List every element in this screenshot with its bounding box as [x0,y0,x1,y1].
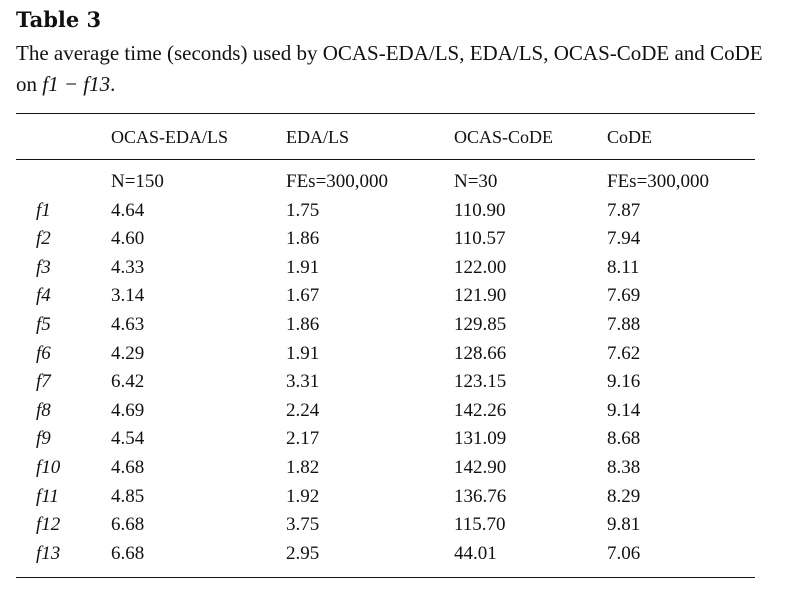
table-cell: 1.91 [286,256,320,278]
table-cell: 142.90 [454,457,507,478]
table-cell: 3.75 [286,514,320,536]
row-label: f5 [36,314,51,335]
table-cell: 4.54 [111,428,145,450]
table-cell: 7.88 [607,314,641,335]
table-cell: 4.63 [111,314,145,335]
table-cell: 1.92 [286,485,320,507]
table-cell: 8.11 [607,256,640,278]
table-cell: 1.86 [286,228,320,250]
table-cell: 136.76 [454,485,507,507]
table-cell: 3.14 [111,285,145,307]
table-cell: 4.85 [111,485,145,507]
table-row [16,284,755,313]
table-bottom-rule [16,577,755,578]
table-cell: 4.69 [111,399,145,421]
table-label: Table 3 [16,7,102,32]
table-cell: 1.86 [286,314,320,335]
table-header-row [16,125,755,149]
table-cell: 4.33 [111,256,145,278]
table-cell: 4.29 [111,342,145,364]
table-cell: 6.68 [111,542,145,564]
table-caption [16,38,776,100]
row-label: f1 [36,199,51,221]
settings-row [16,170,755,199]
row-label: f12 [36,514,61,536]
caption-end: . [110,72,116,96]
table-cell: 9.16 [607,371,641,393]
row-label: f9 [36,428,51,450]
table-header-rule [16,159,755,160]
table-row [16,370,755,399]
table-cell: 8.38 [607,457,641,478]
row-label: f6 [36,342,51,364]
row-label: f8 [36,399,51,421]
table-cell: 7.62 [607,342,641,364]
table-cell: 7.87 [607,199,641,221]
column-header: CoDE [607,127,652,147]
table-cell: 131.09 [454,428,507,450]
table-row [16,485,755,514]
table-row [16,256,755,285]
table-row [16,313,755,342]
table-cell: FEs=300,000 [286,171,389,192]
table-cell: 142.26 [454,399,507,421]
table-cell: 7.94 [607,228,641,250]
table-cell: 4.68 [111,457,145,478]
table-cell: 8.29 [607,485,641,507]
column-header: OCAS-CoDE [454,127,554,147]
table-row [16,199,755,228]
table-row [16,227,755,256]
table-cell: 9.14 [607,399,641,421]
table-cell: 9.81 [607,514,641,536]
column-header: EDA/LS [286,127,349,147]
caption-math: f1 − f13 [42,72,111,96]
table-row [16,342,755,371]
table-row [16,427,755,456]
table-cell: 110.57 [454,228,506,250]
table-cell: 44.01 [454,542,497,564]
table-cell: 8.68 [607,428,641,450]
table-cell: 4.60 [111,228,145,250]
table-cell: 121.90 [454,285,507,307]
table-row [16,399,755,428]
table-cell: 2.17 [286,428,320,450]
row-label: f2 [36,228,51,250]
table-cell: 115.70 [454,514,506,536]
table-cell: 7.06 [607,542,641,564]
row-label: f7 [36,371,51,393]
table-cell: 129.85 [454,314,507,335]
table-row [16,456,755,485]
table-top-rule [16,113,755,114]
table-cell: 1.82 [286,457,320,478]
row-label: f4 [36,285,51,307]
table-cell: 1.75 [286,199,320,221]
row-label: f11 [36,485,59,507]
table-cell: 4.64 [111,199,145,221]
table-row [16,513,755,542]
table-cell: 123.15 [454,371,507,393]
table-cell: 122.00 [454,256,507,278]
table-cell: 3.31 [286,371,320,393]
table-cell: 2.24 [286,399,320,421]
table-cell: N=30 [454,171,498,192]
table-cell: N=150 [111,171,164,192]
table-cell: 6.42 [111,371,145,393]
table-cell: 110.90 [454,199,506,221]
table-cell: 1.67 [286,285,320,307]
table-cell: 6.68 [111,514,145,536]
caption-text: The average time (seconds) used by OCAS-EDA/LS, EDA/LS, OCAS-CoDE and CoDE on [16,41,763,96]
column-header: OCAS-EDA/LS [111,127,229,147]
table-cell: 128.66 [454,342,507,364]
table-cell: FEs=300,000 [607,171,710,192]
table-cell: 7.69 [607,285,641,307]
table-cell: 2.95 [286,542,320,564]
table-row [16,542,755,571]
table-cell: 1.91 [286,342,320,364]
row-label: f10 [36,457,61,478]
row-label: f13 [36,542,61,564]
row-label: f3 [36,256,51,278]
